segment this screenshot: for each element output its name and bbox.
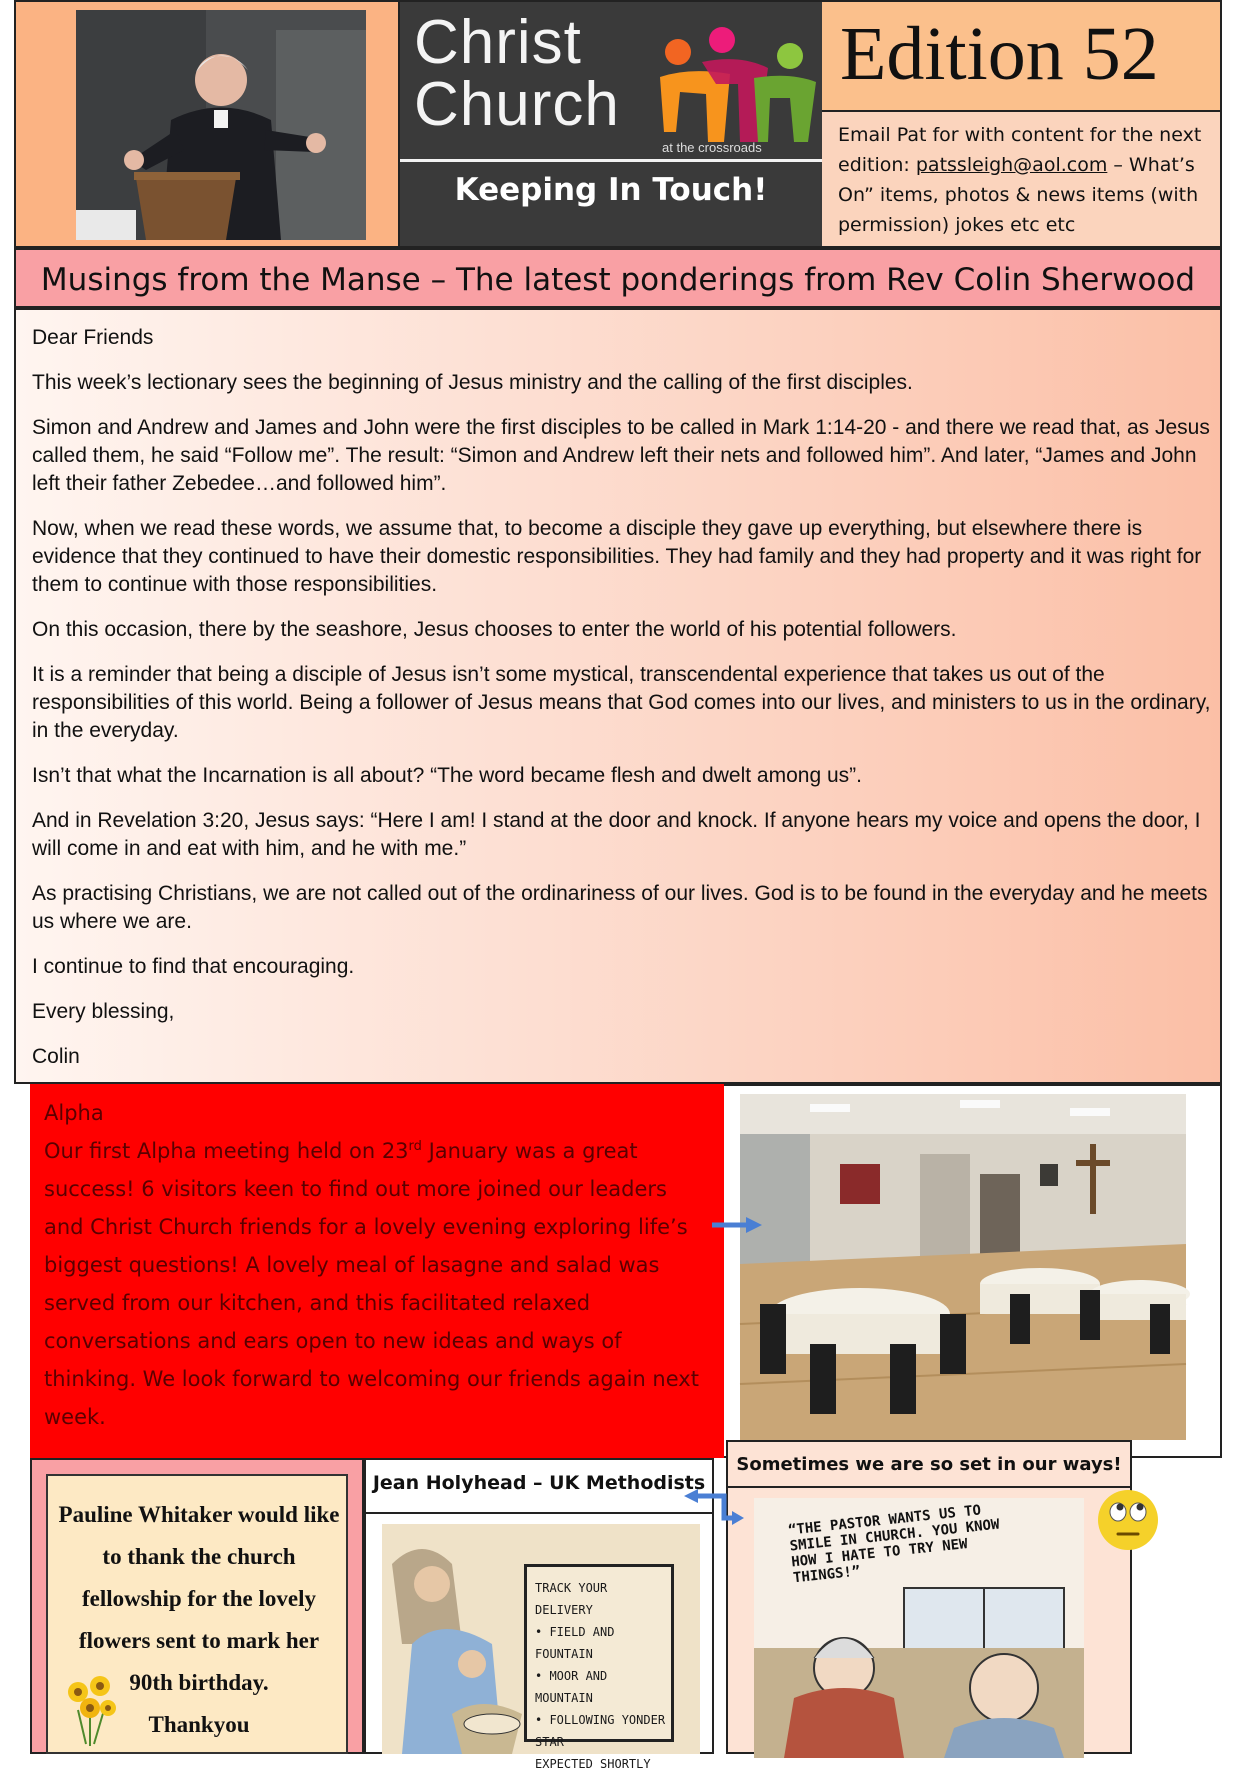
jean-art-frame: [364, 1514, 714, 1771]
logo-subtitle: at the crossroads: [662, 140, 762, 155]
letter-body: [32, 324, 1212, 1088]
jean-title: Jean Holyhead – UK Methodists: [372, 1472, 706, 1494]
speech-bubble: “THE PASTOR WANTS US TO SMILE IN CHURCH. YOU KNOW HOW I HATE TO TRY NEW THINGS!”: [787, 1502, 1001, 1587]
contact-panel: [822, 110, 1222, 248]
tagline: Keeping In Touch!: [454, 172, 768, 208]
edition-panel: [822, 0, 1222, 112]
alpha-body: [44, 1132, 710, 1436]
logo-line-2: Church: [414, 70, 620, 139]
letter-paragraph: I continue to find that encouraging.: [32, 955, 355, 978]
delivery-item-label: EXPECTED SHORTLY: [535, 1757, 651, 1771]
logo-line-1: Christ: [414, 8, 582, 77]
alpha-panel: [30, 1084, 724, 1458]
pauline-panel: [30, 1458, 364, 1754]
edition-number: Edition 52: [840, 12, 1159, 96]
thank-you-message: Pauline Whitaker would like to thank the church fellowship for the lovely flowers sent to mark her 90th birthday.: [58, 1502, 340, 1695]
delivery-item: • FIELD AND FOUNTAIN: [535, 1625, 615, 1661]
letter-paragraph: This week’s lectionary sees the beginning of Jesus ministry and the calling of the first disciples.: [32, 371, 913, 394]
logo-block: [400, 2, 822, 162]
delivery-item: [535, 1753, 671, 1775]
musings-banner: [14, 248, 1222, 308]
church-name: [414, 8, 620, 139]
pastor-cartoon: [754, 1498, 1084, 1758]
eye-roll-emoji-icon: [1096, 1488, 1160, 1552]
delivery-board-title: TRACK YOUR DELIVERY: [535, 1581, 608, 1617]
letter-paragraph: And in Revelation 3:20, Jesus says: “Here I am! I stand at the door and knock. If anyone hears my voice and opens the door, I will come in and eat with him, and he with me.”: [32, 809, 1201, 860]
arrow-right-icon: [712, 1216, 764, 1234]
letter-paragraph: Simon and Andrew and James and John were the first disciples to be called in Mark 1:14-20 - and there we read that, as Jesus called them, he said “Follow me”. The result: “Simon and Andrew left their nets and followed him”. And later, “James and John left their father Zebedee…and followed him”.: [32, 416, 1210, 495]
alpha-text: [44, 1094, 710, 1436]
delivery-item: • FOLLOWING YONDER STAR: [535, 1713, 666, 1749]
delivery-list: [535, 1577, 671, 1775]
delivery-item-label: FOLLOWING YONDER STAR: [535, 1713, 666, 1749]
alpha-ordinal: rd: [408, 1139, 422, 1154]
set-in-ways-title-panel: [726, 1440, 1132, 1488]
delivery-item-label: FIELD AND FOUNTAIN: [535, 1625, 615, 1661]
hall-photo: [740, 1094, 1186, 1440]
contact-intro: Email Pat for with content for the next edition:: [838, 124, 1202, 176]
flowers-icon: [60, 1666, 120, 1746]
delivery-item: • MOOR AND MOUNTAIN: [535, 1669, 608, 1705]
contact-email-link[interactable]: patssleigh@aol.com: [915, 154, 1108, 176]
contact-text: [838, 120, 1212, 240]
letter-signoff: Every blessing,: [32, 1000, 175, 1023]
delivery-board: [524, 1564, 674, 1771]
delivery-item-label: MOOR AND MOUNTAIN: [535, 1669, 608, 1705]
letter-paragraph: As practising Christians, we are not called out of the ordinariness of our lives. God is to be found in the everyday and he meets us where we are.: [32, 882, 1208, 933]
nativity-cartoon: [382, 1524, 700, 1771]
thank-you-signoff: Thankyou: [148, 1712, 250, 1737]
thank-you-card: [46, 1474, 348, 1754]
letter-paragraph: It is a reminder that being a disciple of Jesus isn’t some mystical, transcendental experience that takes us out of the responsibilities of this world. Being a follower of Jesus means that God comes into our lives, and ministers to us in the ordinary, in the everyday.: [32, 663, 1211, 742]
jean-title-panel: [364, 1458, 714, 1514]
cartoon-frame: [726, 1488, 1132, 1754]
alpha-body-rest: January was a great success! 6 visitors keen to find out more joined our leaders and Christ Church friends for a lovely evening exploring life’s biggest questions! A lovely meal of lasagne and salad was served from our kitchen, and this facilitated relaxed conversations and ears open to new ideas and ways of thinking. We look forward to welcoming our friends again next week.: [44, 1139, 699, 1429]
header-photo-panel: [14, 0, 400, 248]
double-arrow-icon: [684, 1488, 744, 1538]
letter-greeting: Dear Friends: [32, 326, 154, 349]
alpha-body-start: Our first Alpha meeting held on 23: [44, 1139, 409, 1163]
letter-paragraph: Isn’t that what the Incarnation is all about? “The word became flesh and dwelt among us”.: [32, 764, 862, 787]
letter-paragraph: On this occasion, there by the seashore, Jesus chooses to enter the world of his potential followers.: [32, 618, 957, 641]
minister-photo: [76, 10, 366, 240]
alpha-photo-frame: [724, 1084, 1222, 1458]
musings-letter: [14, 308, 1222, 1084]
letter-paragraph: Now, when we read these words, we assume that, to become a disciple they gave up everything, but elsewhere there is evidence that they continued to have their domestic responsibilities. They had family and they had property and it was right for them to continue with those responsibilities.: [32, 517, 1202, 596]
people-logo-icon: [650, 22, 820, 142]
musings-title: Musings from the Manse – The latest ponderings from Rev Colin Sherwood: [40, 262, 1196, 298]
alpha-heading: Alpha: [44, 1101, 104, 1125]
letter-signature: Colin: [32, 1045, 80, 1068]
church-logo-panel: [400, 0, 822, 248]
contact-details: – What’s On” items, photos & news items (with permission) jokes etc etc: [838, 154, 1199, 236]
set-in-ways-title: Sometimes we are so set in our ways!: [736, 1454, 1122, 1475]
